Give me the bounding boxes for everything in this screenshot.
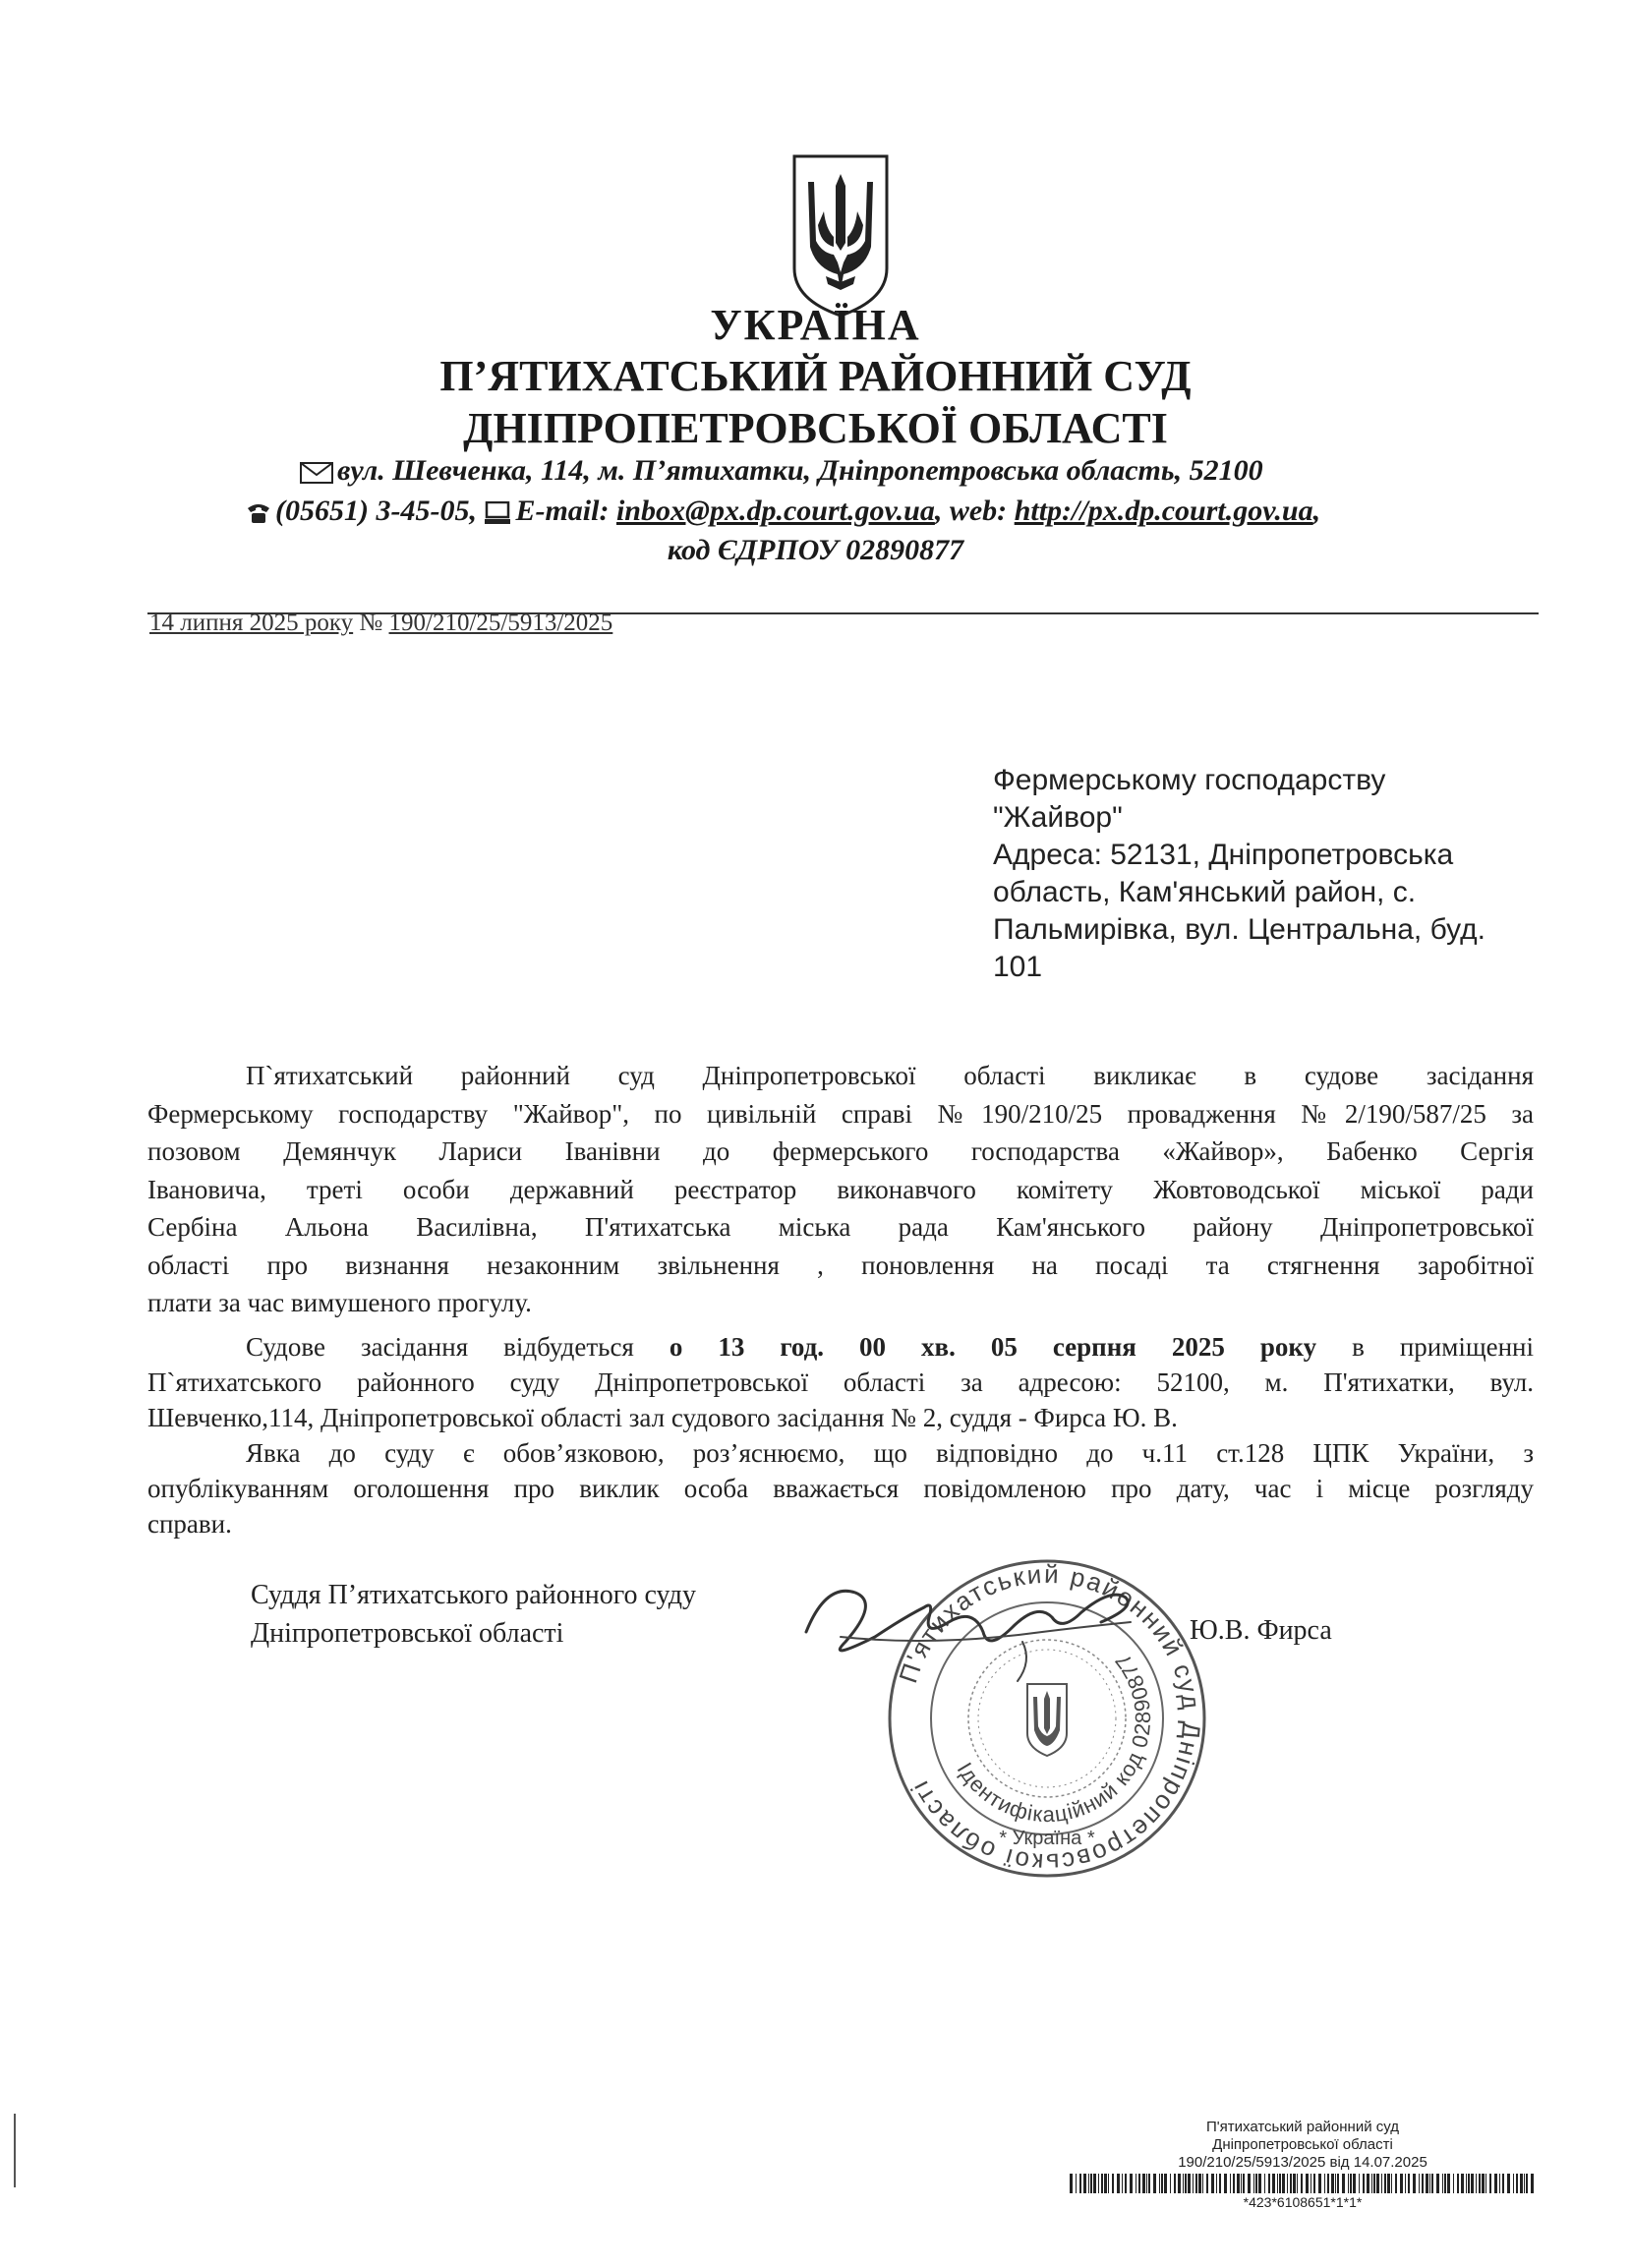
barcode-bar xyxy=(1301,2174,1303,2193)
barcode-court-line: П'ятихатський районний суд xyxy=(1205,2119,1400,2135)
barcode-bar xyxy=(1507,2174,1510,2193)
barcode-bar xyxy=(1489,2174,1491,2193)
barcode-bar xyxy=(1233,2174,1235,2193)
barcode-bar xyxy=(1384,2174,1386,2193)
barcode-bar xyxy=(1241,2174,1242,2193)
barcode-bar xyxy=(1405,2174,1406,2193)
barcode-bar xyxy=(1161,2174,1163,2193)
barcode-bar xyxy=(1148,2174,1150,2193)
barcode-bar xyxy=(1457,2174,1459,2193)
barcode-bar xyxy=(1331,2174,1334,2193)
judge-name: Ю.В. Фирса xyxy=(1190,1615,1332,1646)
addressee-line: Пальмирівка, вул. Центральна, буд. xyxy=(993,913,1485,946)
barcode-bar xyxy=(1306,2174,1309,2193)
barcode-bar xyxy=(1499,2174,1500,2193)
addressee-line: область, Кам'янський район, с. xyxy=(993,876,1417,908)
barcode-bar xyxy=(1482,2174,1485,2193)
barcode-bar xyxy=(1422,2174,1424,2193)
barcode-bar xyxy=(1413,2174,1416,2193)
barcode-bar xyxy=(1164,2174,1167,2193)
barcode-bar xyxy=(1376,2174,1379,2193)
barcode-bar xyxy=(1524,2174,1525,2193)
barcode-bar xyxy=(1183,2174,1184,2193)
barcode-bar xyxy=(1287,2174,1288,2193)
body-line: П`ятихатський районний суд Дніпропетровської області викликає в судове засідання xyxy=(246,1061,1534,1090)
barcode-bar xyxy=(1426,2174,1428,2193)
body-line: Шевченко,114, Дніпропетровської області зал судового засідання № 2, суддя - Фирса Ю. В. xyxy=(147,1403,1178,1432)
barcode-bar xyxy=(1293,2174,1296,2193)
barcode-bar xyxy=(1230,2174,1231,2193)
barcode-bar xyxy=(1436,2174,1439,2193)
barcode-bar xyxy=(1429,2174,1430,2193)
court-phone: (05651) 3-45-05, xyxy=(275,494,477,527)
envelope-icon xyxy=(300,462,333,484)
stamp-country-text: * Україна * xyxy=(999,1828,1095,1849)
barcode-region-line: Дніпропетровської області xyxy=(1212,2136,1393,2153)
addressee-block xyxy=(993,762,1485,986)
email-label: E-mail: xyxy=(515,494,610,527)
barcode-bar xyxy=(1188,2174,1191,2193)
barcode-bar xyxy=(1193,2174,1194,2193)
barcode-bar xyxy=(1279,2174,1281,2193)
barcode-bar xyxy=(1216,2174,1217,2193)
barcode-bar xyxy=(1335,2174,1336,2193)
barcode-bar xyxy=(1526,2174,1528,2193)
document-number-prefix: № xyxy=(353,610,389,636)
barcode-bar xyxy=(1088,2174,1089,2193)
barcode-bar xyxy=(1090,2174,1092,2193)
hearing-time: о 13 год. 00 хв. 05 серпня 2025 року xyxy=(669,1332,1317,1362)
header-country: УКРАЇНА xyxy=(710,301,921,349)
barcode-bar xyxy=(1277,2174,1278,2193)
barcode-bar xyxy=(1146,2174,1147,2193)
addressee-line: Фермерському господарству xyxy=(993,764,1386,796)
body-line: П`ятихатського районного суду Дніпропетровської області за адресою: 52100, м. П'ятихатки, вул. xyxy=(147,1367,1534,1397)
barcode-bar xyxy=(1170,2174,1171,2193)
barcode-bar xyxy=(1202,2174,1203,2193)
stamp-outer-text: П'ятихатський районний суд Дніпропетровської області xyxy=(893,1558,1207,1879)
body-line: позовом Демянчук Лариси Іванівни до фермерського господарства «Жайвор», Бабенко Сергія xyxy=(147,1136,1534,1166)
barcode-bar xyxy=(1485,2174,1486,2193)
barcode-bar xyxy=(1350,2174,1352,2193)
barcode-bar xyxy=(1476,2174,1477,2193)
computer-icon xyxy=(484,501,511,525)
barcode-bar xyxy=(1431,2174,1433,2193)
judge-signature xyxy=(786,1563,1180,1691)
barcode-bar xyxy=(1520,2174,1523,2193)
scan-margin-mark xyxy=(14,2114,16,2187)
web-label: , web: xyxy=(934,494,1008,527)
body-line: Явка до суду є обов’язковою, роз’яснюємо, що відповідно до ч.11 ст.128 ЦПК України, з xyxy=(246,1438,1534,1468)
barcode-bar xyxy=(1479,2174,1481,2193)
barcode-bar xyxy=(1363,2174,1365,2193)
judge-title xyxy=(251,1576,696,1653)
barcode-bar xyxy=(1297,2174,1298,2193)
court-address-line xyxy=(300,454,1263,488)
barcode-bar xyxy=(1219,2174,1221,2193)
barcode-bar xyxy=(1211,2174,1214,2193)
barcode-bar xyxy=(1400,2174,1403,2193)
barcode-bar xyxy=(1516,2174,1518,2193)
barcode-bar xyxy=(1342,2174,1345,2193)
barcode-bar xyxy=(1117,2174,1120,2193)
barcode-bar xyxy=(1353,2174,1356,2193)
coat-of-arms-emblem xyxy=(786,152,895,320)
barcode-bar xyxy=(1130,2174,1133,2193)
body-line: опублікуванням оголошення про виклик особа вважається повідомленою про дату, час і місце розгляду xyxy=(147,1474,1534,1503)
court-website-link[interactable]: http://px.dp.court.gov.ua xyxy=(1014,494,1313,527)
web-suffix: , xyxy=(1312,494,1321,527)
barcode-bar xyxy=(1125,2174,1127,2193)
body-line: Сербіна Альона Василівна, П'ятихатська міська рада Кам'янського району Дніпропетровської xyxy=(147,1212,1534,1242)
barcode-bar xyxy=(1101,2174,1103,2193)
barcode-bar xyxy=(1453,2174,1454,2193)
barcode-bar xyxy=(1079,2174,1081,2193)
barcode-bar xyxy=(1153,2174,1156,2193)
barcode-bar xyxy=(1471,2174,1474,2193)
barcode-number: *423*6108651*1*1* xyxy=(1243,2194,1363,2210)
barcode-bar xyxy=(1367,2174,1369,2193)
court-edrpou-code: код ЄДРПОУ 02890877 xyxy=(667,534,964,566)
barcode-bar xyxy=(1142,2174,1145,2193)
barcode-bar xyxy=(1359,2174,1360,2193)
barcode-bar xyxy=(1419,2174,1420,2193)
barcode-bar xyxy=(1206,2174,1208,2193)
barcode-bar xyxy=(1098,2174,1099,2193)
barcode-bar xyxy=(1268,2174,1270,2193)
barcode-bar xyxy=(1198,2174,1201,2193)
barcode-bar xyxy=(1381,2174,1382,2193)
addressee-line: Адреса: 52131, Дніпропетровська xyxy=(993,839,1454,871)
barcode-bar xyxy=(1083,2174,1086,2193)
barcode-bar xyxy=(1253,2174,1254,2193)
header-region: ДНІПРОПЕТРОВСЬКОЇ ОБЛАСТІ xyxy=(463,404,1168,452)
summons-paragraph xyxy=(147,1057,1534,1322)
barcode-bar xyxy=(1373,2174,1375,2193)
barcode-bar xyxy=(1272,2174,1275,2193)
barcode-bar xyxy=(1327,2174,1329,2193)
barcode-bar xyxy=(1395,2174,1397,2193)
registration-barcode-block xyxy=(1067,2119,1539,2211)
barcode-bar xyxy=(1159,2174,1160,2193)
hearing-line xyxy=(147,1329,1534,1365)
stamp-code-text: Ідентифікаційний код 02890877 xyxy=(952,1648,1156,1828)
addressee-line: "Жайвор" xyxy=(993,801,1123,834)
hearing-suffix: в приміщенні xyxy=(1316,1332,1534,1362)
barcode-bar xyxy=(1255,2174,1257,2193)
barcode-bar xyxy=(1122,2174,1123,2193)
barcode-bar xyxy=(1076,2174,1077,2193)
barcode-bar xyxy=(1502,2174,1504,2193)
barcode-bar xyxy=(1282,2174,1285,2193)
phone-icon xyxy=(246,502,271,524)
barcode-bar xyxy=(1318,2174,1321,2193)
document-reference xyxy=(149,610,612,637)
barcode-bar xyxy=(1531,2174,1534,2193)
barcode-reference-line: 190/210/25/5913/2025 від 14.07.2025 xyxy=(1178,2154,1427,2171)
barcode xyxy=(1070,2174,1537,2193)
body-line: області про визнання незаконним звільнення , поновлення на посаді та стягнення заробітної xyxy=(147,1250,1534,1280)
barcode-bar xyxy=(1264,2174,1265,2193)
barcode-bar xyxy=(1408,2174,1410,2193)
addressee-line: 101 xyxy=(993,951,1043,983)
barcode-bar xyxy=(1290,2174,1292,2193)
document-number: 190/210/25/5913/2025 xyxy=(388,610,613,636)
court-address: вул. Шевченка, 114, м. П’ятихатки, Дніпропетровська область, 52100 xyxy=(337,454,1263,487)
barcode-bar xyxy=(1387,2174,1390,2193)
body-line: плати за час вимушеного прогулу. xyxy=(147,1288,532,1317)
barcode-bar xyxy=(1195,2174,1197,2193)
barcode-bar xyxy=(1070,2174,1073,2193)
header-court-name: П’ЯТИХАТСЬКИЙ РАЙОННИЙ СУД xyxy=(439,352,1192,400)
barcode-bar xyxy=(1174,2174,1176,2193)
court-email-link[interactable]: inbox@px.dp.court.gov.ua xyxy=(615,494,935,527)
barcode-bar xyxy=(1324,2174,1325,2193)
document-date: 14 липня 2025 року xyxy=(149,610,354,636)
barcode-bar xyxy=(1224,2174,1227,2193)
body-line: справи. xyxy=(147,1509,232,1539)
barcode-bar xyxy=(1237,2174,1240,2193)
barcode-bar xyxy=(1468,2174,1470,2193)
barcode-bar xyxy=(1494,2174,1497,2193)
barcode-bar xyxy=(1391,2174,1392,2193)
body-line: Івановича, треті особи державний реєстратор виконавчого комітету Жовтоводської міської ради xyxy=(147,1174,1534,1204)
barcode-bar xyxy=(1313,2174,1315,2193)
barcode-bar xyxy=(1442,2174,1443,2193)
barcode-bar xyxy=(1178,2174,1181,2193)
hearing-paragraph xyxy=(147,1329,1534,1541)
barcode-bar xyxy=(1337,2174,1339,2193)
judge-title-line: Суддя П’ятихатського районного суду xyxy=(251,1580,697,1610)
barcode-bar xyxy=(1444,2174,1446,2193)
barcode-bar xyxy=(1466,2174,1467,2193)
barcode-bar xyxy=(1461,2174,1464,2193)
barcode-bar xyxy=(1093,2174,1096,2193)
hearing-prefix: Судове засідання відбудеться xyxy=(246,1332,670,1362)
barcode-bar xyxy=(1108,2174,1109,2193)
barcode-bar xyxy=(1243,2174,1245,2193)
barcode-bar xyxy=(1248,2174,1251,2193)
barcode-bar xyxy=(1104,2174,1107,2193)
barcode-bar xyxy=(1371,2174,1372,2193)
barcode-bar xyxy=(1138,2174,1140,2193)
court-contacts-line xyxy=(246,494,1320,528)
barcode-bar xyxy=(1348,2174,1349,2193)
judge-title-line: Дніпропетровської області xyxy=(251,1618,564,1649)
barcode-bar xyxy=(1258,2174,1261,2193)
barcode-bar xyxy=(1513,2174,1514,2193)
barcode-bar xyxy=(1447,2174,1450,2193)
body-line: Фермерському господарству "Жайвор", по цивільній справі №190/210/25 провадження №2/190/587/25 за xyxy=(147,1098,1534,1129)
barcode-bar xyxy=(1185,2174,1187,2193)
barcode-bar xyxy=(1112,2174,1114,2193)
